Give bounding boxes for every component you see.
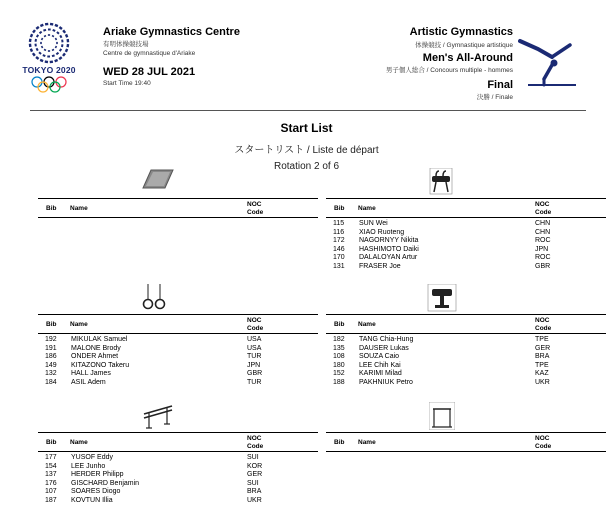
athlete-bib: 186 — [45, 353, 57, 360]
athlete-name: YUSOF Eddy — [71, 454, 114, 461]
athlete-name: SUN Wei — [359, 220, 388, 227]
athlete-name: DAUSER Lukas — [359, 344, 409, 352]
sport-name-sub: 体操競技 / Gymnastique artistique — [415, 42, 513, 49]
athlete-noc: GBR — [247, 370, 263, 377]
venue-name-jp: 有明体操競技場 — [103, 41, 149, 48]
athlete-row — [326, 345, 606, 354]
col-bib: Bib — [46, 321, 57, 328]
athlete-noc: GER — [535, 344, 551, 352]
start-time: Start Time 19:40 — [103, 80, 151, 87]
athlete-name: FRASER Joe — [359, 262, 401, 270]
athlete-noc: CHN — [535, 220, 551, 227]
athlete-bib: 115 — [333, 220, 345, 227]
table-header — [38, 314, 318, 334]
sport-name: Artistic Gymnastics — [409, 26, 513, 38]
athlete-bib: 132 — [45, 370, 57, 377]
athlete-rows — [38, 218, 318, 220]
athlete-row — [326, 237, 606, 246]
athlete-noc: BRA — [247, 488, 262, 495]
athlete-row — [38, 480, 318, 489]
col-bib: Bib — [46, 439, 57, 446]
horizontal-bar-icon — [429, 402, 455, 430]
athlete-row — [38, 379, 318, 388]
logo-text: TOKYO 2020 — [22, 65, 76, 75]
athlete-noc: KAZ — [535, 370, 549, 377]
vault-icon — [427, 284, 457, 312]
athlete-bib: 131 — [333, 262, 345, 270]
col-noc: NOC Code — [535, 317, 552, 332]
athlete-row — [38, 463, 318, 472]
venue-name-fr: Centre de gymnastique d'Ariake — [103, 50, 196, 57]
table-header — [326, 198, 606, 218]
athlete-noc: CHN — [535, 228, 551, 236]
page-subtitle: スタートリスト / Liste de départ — [234, 145, 379, 156]
athlete-bib: 180 — [333, 361, 345, 369]
athlete-bib: 188 — [333, 378, 345, 386]
athlete-row — [38, 345, 318, 354]
athlete-name: ASIL Adem — [71, 378, 106, 386]
athlete-row — [38, 353, 318, 362]
athlete-bib: 149 — [45, 361, 57, 369]
col-name: Name — [70, 205, 88, 212]
venue-block — [103, 26, 240, 87]
athlete-bib: 116 — [333, 228, 345, 236]
olympic-rings-icon — [30, 76, 68, 94]
table-header — [326, 314, 606, 334]
athlete-row — [38, 362, 318, 371]
athlete-bib: 191 — [45, 344, 57, 352]
athlete-name: XIAO Ruoteng — [359, 228, 405, 236]
athlete-name: ONDER Ahmet — [71, 353, 119, 360]
athlete-noc: JPN — [535, 245, 549, 253]
athlete-rows — [38, 452, 318, 505]
athlete-row — [326, 246, 606, 255]
athlete-name: KOVTUN Illia — [71, 496, 113, 504]
athlete-noc: TUR — [247, 378, 262, 386]
col-name: Name — [358, 321, 376, 328]
athlete-bib: 137 — [45, 471, 57, 478]
athlete-name: PAKHNIUK Petro — [359, 378, 413, 386]
col-name: Name — [358, 205, 376, 212]
athlete-row — [326, 220, 606, 229]
phase-name: Final — [487, 79, 513, 91]
title-block — [0, 121, 613, 172]
athlete-name: GISCHARD Benjamin — [71, 479, 140, 487]
floor-icon — [141, 168, 175, 192]
athlete-name: MIKULAK Samuel — [71, 336, 128, 343]
athlete-noc: BRA — [535, 353, 550, 360]
athlete-noc: GER — [247, 471, 263, 478]
col-bib: Bib — [334, 439, 345, 446]
athlete-noc: TPE — [535, 361, 549, 369]
athlete-name: KITAZONO Takeru — [71, 361, 130, 369]
athlete-noc: ROC — [535, 254, 551, 261]
athlete-rows — [326, 218, 606, 271]
athlete-row — [326, 370, 606, 379]
athlete-row — [38, 370, 318, 379]
athlete-row — [326, 263, 606, 272]
athlete-name: SOUZA Caio — [359, 353, 400, 360]
athlete-noc: SUI — [247, 454, 259, 461]
athlete-name: TANG Chia-Hung — [359, 336, 414, 343]
athlete-noc: TUR — [247, 353, 262, 360]
header-divider — [30, 110, 586, 111]
athlete-noc: ROC — [535, 237, 551, 244]
rings-icon — [141, 284, 167, 312]
athlete-row — [38, 336, 318, 345]
col-name: Name — [70, 321, 88, 328]
athlete-noc: GBR — [535, 262, 551, 270]
col-noc: NOC Code — [535, 435, 552, 450]
col-bib: Bib — [334, 205, 345, 212]
athlete-name: MALONE Brody — [71, 344, 121, 352]
table-header — [38, 198, 318, 218]
event-block — [386, 26, 513, 101]
col-noc: NOC Code — [535, 201, 552, 216]
col-bib: Bib — [334, 321, 345, 328]
event-date: WED 28 JUL 2021 — [103, 66, 196, 78]
athlete-rows — [38, 334, 318, 387]
athlete-noc: UKR — [247, 496, 262, 504]
athlete-bib: 135 — [333, 344, 345, 352]
venue-name: Ariake Gymnastics Centre — [103, 26, 240, 38]
tokyo-emblem-icon — [28, 22, 70, 64]
athlete-bib: 187 — [45, 496, 57, 504]
athlete-row — [326, 353, 606, 362]
athlete-noc: UKR — [535, 378, 550, 386]
event-name-sub: 男子個人総合 / Concours multiple - hommes — [385, 67, 513, 74]
tokyo-2020-logo — [18, 22, 80, 94]
table-header — [326, 432, 606, 452]
athlete-row — [326, 362, 606, 371]
phase-name-sub: 決勝 / Finale — [476, 94, 513, 101]
artistic-gymnastics-pictogram-icon — [518, 35, 580, 87]
athlete-name: SOARES Diogo — [71, 488, 121, 495]
athlete-row — [326, 379, 606, 388]
athlete-bib: 176 — [45, 479, 57, 487]
athlete-bib: 170 — [333, 254, 345, 261]
athlete-bib: 182 — [333, 336, 345, 343]
athlete-name: KARIMI Milad — [359, 370, 402, 377]
page-title: Start List — [280, 121, 333, 135]
athlete-row — [38, 488, 318, 497]
athlete-noc: KOR — [247, 462, 263, 470]
athlete-noc: TPE — [535, 336, 549, 343]
athlete-row — [326, 229, 606, 238]
col-noc: NOC Code — [247, 435, 264, 450]
athlete-bib: 192 — [45, 336, 57, 343]
athlete-name: HALL James — [71, 370, 111, 377]
athlete-name: LEE Chih Kai — [359, 361, 401, 369]
athlete-noc: USA — [247, 344, 262, 352]
athlete-bib: 108 — [333, 353, 345, 360]
athlete-row — [38, 454, 318, 463]
col-bib: Bib — [46, 205, 57, 212]
athlete-name: NAGORNYY Nikita — [359, 237, 419, 244]
athlete-rows — [326, 334, 606, 387]
athlete-bib: 184 — [45, 378, 57, 386]
athlete-bib: 172 — [333, 237, 345, 244]
athlete-noc: USA — [247, 336, 262, 343]
parallel-bars-icon — [141, 402, 175, 430]
pommel-horse-icon — [429, 168, 453, 196]
athlete-bib: 177 — [45, 454, 57, 461]
athlete-name: LEE Junho — [71, 462, 106, 470]
rotation-label: Rotation 2 of 6 — [273, 161, 340, 172]
col-name: Name — [358, 439, 376, 446]
col-noc: NOC Code — [247, 201, 264, 216]
athlete-name: DALALOYAN Artur — [359, 254, 418, 261]
athlete-row — [326, 254, 606, 263]
athlete-noc: SUI — [247, 479, 259, 487]
athlete-name: HERDER Philipp — [71, 471, 124, 478]
athlete-name: HASHIMOTO Daiki — [359, 245, 419, 253]
athlete-bib: 152 — [333, 370, 345, 377]
athlete-row — [38, 471, 318, 480]
athlete-row — [326, 336, 606, 345]
athlete-noc: JPN — [247, 361, 261, 369]
event-name: Men's All-Around — [422, 52, 513, 64]
athlete-rows — [326, 452, 606, 454]
col-noc: NOC Code — [247, 317, 264, 332]
table-header — [38, 432, 318, 452]
athlete-bib: 107 — [45, 488, 57, 495]
athlete-bib: 154 — [45, 462, 57, 470]
col-name: Name — [70, 439, 88, 446]
athlete-bib: 146 — [333, 245, 345, 253]
athlete-row — [38, 497, 318, 506]
